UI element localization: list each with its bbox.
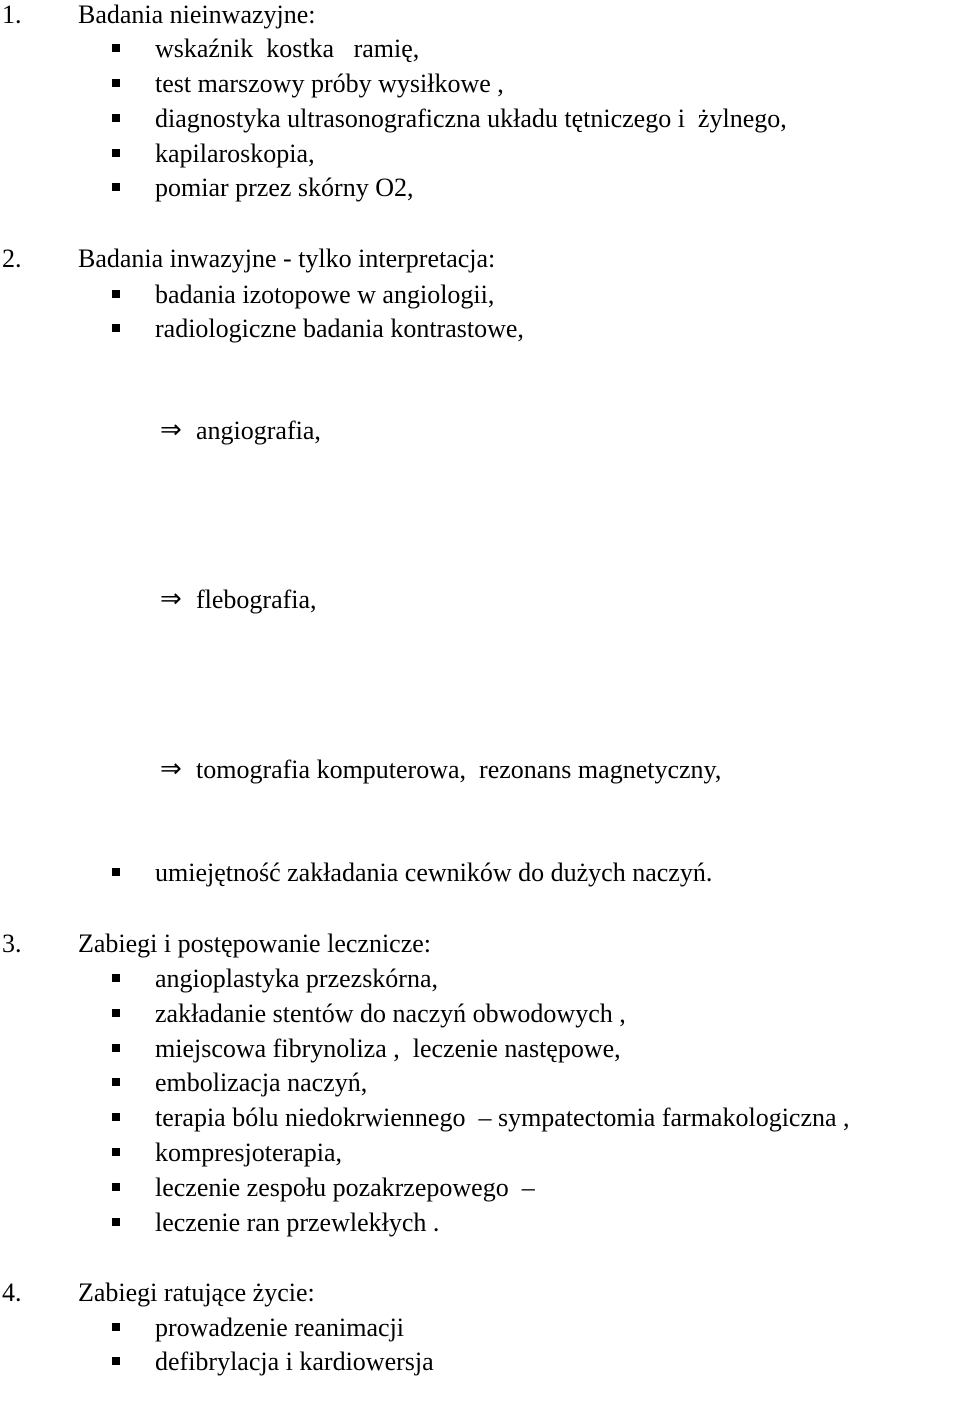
section-number: 1. (2, 0, 22, 29)
section-number: 4. (2, 1278, 22, 1307)
list-item-text: umiejętność zakładania cewników do dużych naczyń. (155, 858, 713, 887)
section-number: 3. (2, 929, 22, 958)
list-item-text: miejscowa fibrynoliza , leczenie następowe, (155, 1034, 621, 1063)
list-item-text: angioplastyka przezskórna, (155, 964, 439, 993)
square-bullet-icon (112, 974, 120, 982)
list-item-text: badania izotopowe w angiologii, (155, 280, 495, 309)
square-bullet-icon (112, 1078, 120, 1086)
square-bullet-icon (112, 1357, 120, 1365)
list-item (0, 858, 713, 938)
square-bullet-icon (112, 1009, 120, 1017)
square-bullet-icon (112, 1148, 120, 1156)
square-bullet-icon (112, 1183, 120, 1191)
double-arrow-icon: ⇒ (160, 415, 182, 445)
list-item-text: defibrylacja i kardiowersja (155, 1347, 434, 1376)
section-title: Badania nieinwazyjne: (78, 0, 316, 29)
list-item-text: embolizacja naczyń, (155, 1068, 368, 1097)
section-title: Badania inwazyjne - tylko interpretacja: (78, 244, 496, 273)
square-bullet-icon (112, 149, 120, 157)
square-bullet-icon (112, 324, 120, 332)
square-bullet-icon (112, 183, 120, 191)
list-item-text: wskaźnik kostka ramię, (155, 34, 420, 63)
square-bullet-icon (112, 1044, 120, 1052)
section-title: Zabiegi i postępowanie lecznicze: (78, 929, 432, 958)
double-arrow-icon: ⇒ (160, 584, 182, 614)
sub-list-item (0, 754, 722, 835)
list-item-text: kapilaroskopia, (155, 139, 315, 168)
list-item-text: zakładanie stentów do naczyń obwodowych , (155, 999, 626, 1028)
list-item-text: leczenie zespołu pozakrzepowego – (155, 1173, 535, 1202)
square-bullet-icon (112, 44, 120, 52)
list-item-text: pomiar przez skórny O2, (155, 173, 414, 202)
square-bullet-icon (112, 114, 120, 122)
sub-list-item (0, 584, 317, 665)
square-bullet-icon (112, 868, 120, 876)
sub-list-item-text: angiografia, (196, 416, 321, 445)
sub-list-item-text: tomografia komputerowa, rezonans magnetyczny, (196, 755, 722, 784)
list-item (0, 173, 414, 253)
sub-list-item (0, 415, 321, 496)
list-item-text: terapia bólu niedokrwiennego – sympatectomia farmakologiczna , (155, 1103, 850, 1132)
list-item-text: radiologiczne badania kontrastowe, (155, 314, 524, 343)
list-item-text: leczenie ran przewlekłych . (155, 1208, 440, 1237)
square-bullet-icon (112, 79, 120, 87)
list-item-text: prowadzenie reanimacji (155, 1313, 405, 1342)
square-bullet-icon (112, 290, 120, 298)
section-number: 2. (2, 244, 22, 273)
sub-list-item-text: flebografia, (196, 585, 317, 614)
list-item (0, 1347, 434, 1427)
square-bullet-icon (112, 1323, 120, 1331)
section-title: Zabiegi ratujące życie: (78, 1278, 315, 1307)
square-bullet-icon (112, 1113, 120, 1121)
list-item-text: kompresjoterapia, (155, 1138, 342, 1167)
list-item (0, 1208, 440, 1288)
list-item-text: diagnostyka ultrasonograficzna układu tętniczego i żylnego, (155, 104, 787, 133)
square-bullet-icon (112, 1218, 120, 1226)
list-item (0, 314, 524, 394)
double-arrow-icon: ⇒ (160, 754, 182, 784)
list-item-text: test marszowy próby wysiłkowe , (155, 69, 504, 98)
